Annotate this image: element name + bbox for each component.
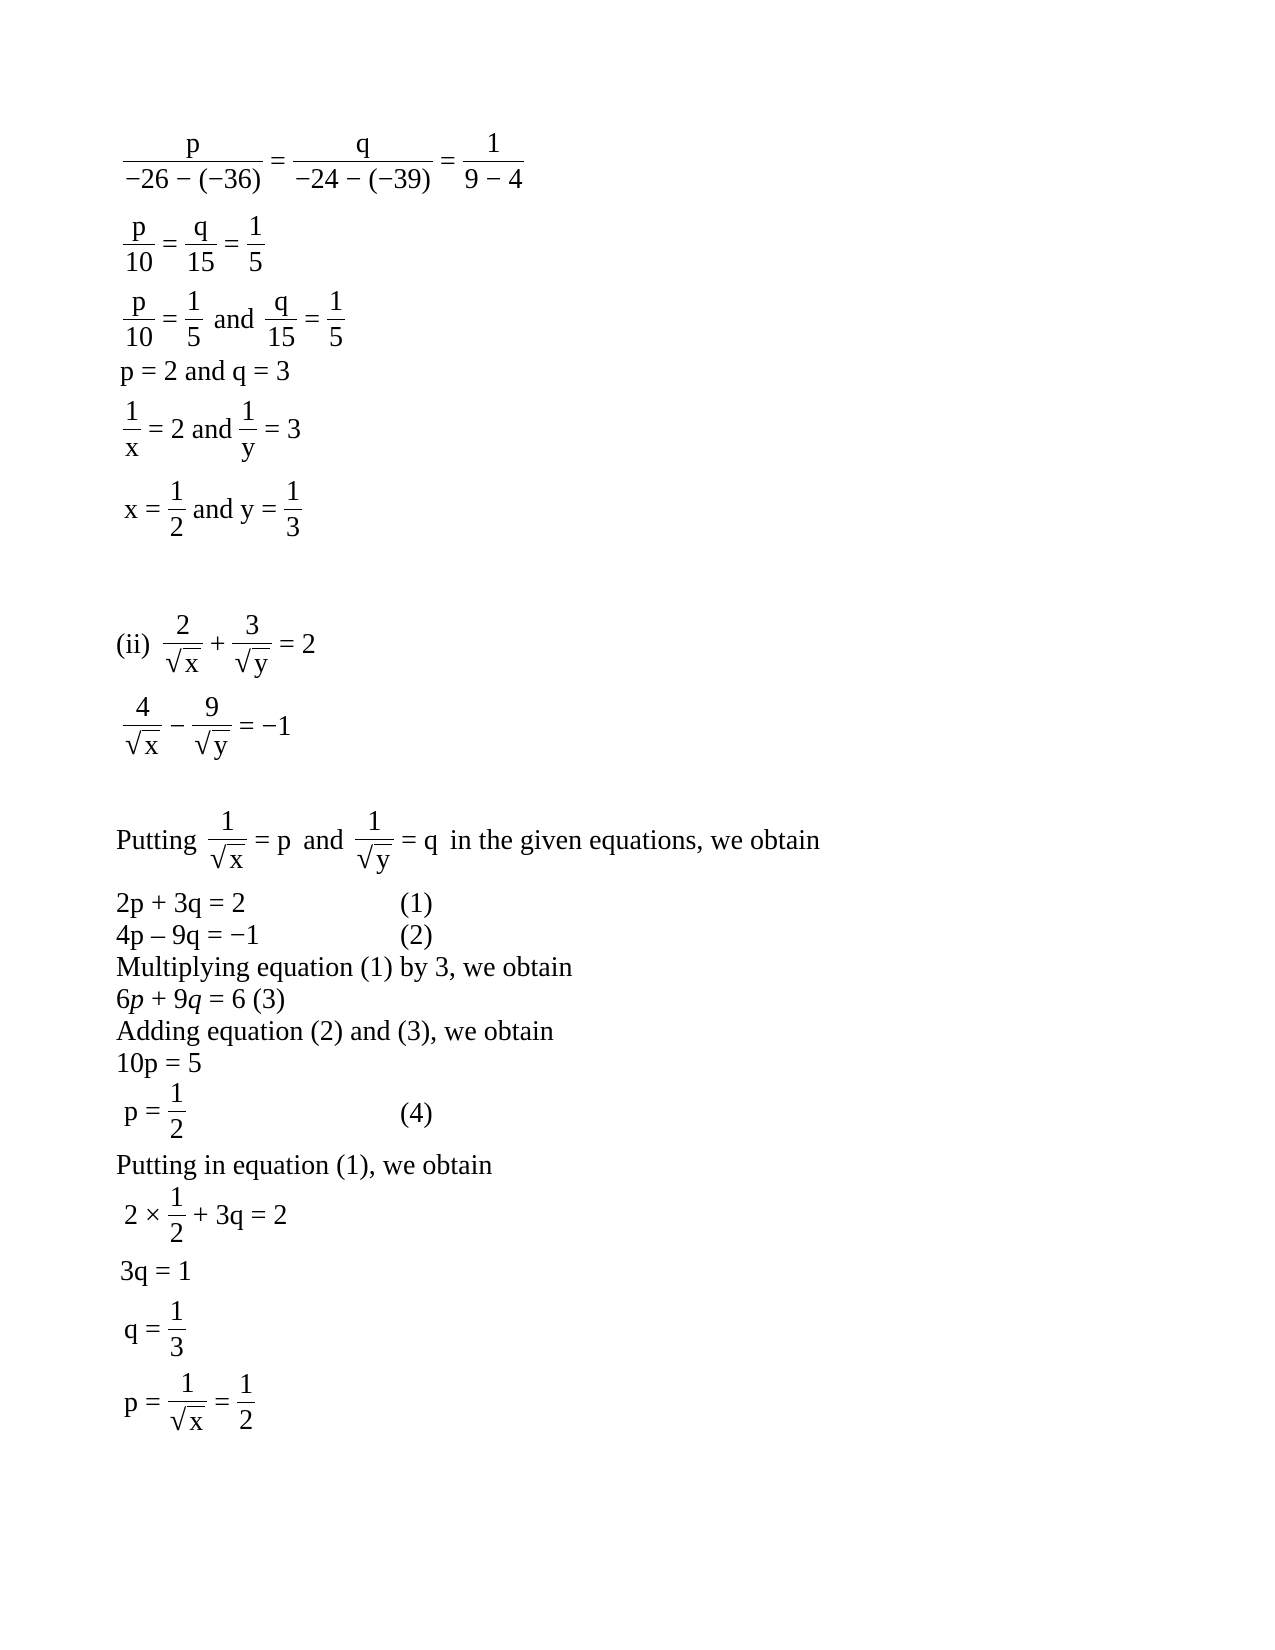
fraction: $\frac{1}{2}$ <box>169 1078 184 1145</box>
equation-line: $\frac{1}{x}$ = 2 and $\frac{1}{y}$ = 3 <box>125 396 302 463</box>
fraction: $\frac{p}{10}$ <box>125 286 153 353</box>
fraction: 9 √ y <box>192 694 231 760</box>
sqrt: √ y <box>234 646 268 679</box>
fraction: 1 √ x <box>208 808 247 874</box>
equation-line: 2 × $\frac{1}{2}$ + 3q = 2 <box>124 1182 288 1249</box>
step-text: Multiplying equation (1) by 3, we obtain <box>116 952 573 983</box>
equation-line: $\frac{p}{10}$ = $\frac{q}{15}$ = $\frac{1}{5}$ <box>125 211 263 278</box>
part-ii-equation-1: (ii) 2 √ x + 3 √ y = 2 <box>116 610 316 679</box>
fraction: $\frac{1}{3}$ <box>169 1296 184 1363</box>
fraction: $\frac{1}{x}$ <box>125 396 139 463</box>
sqrt: √ y <box>194 728 228 761</box>
part-ii-equation-2: 4 √ x − 9 √ y = −1 <box>125 692 292 761</box>
sqrt: √ x <box>169 1404 204 1437</box>
equation-2: 4p – 9q = −1 <box>116 920 260 951</box>
equation-text: 3q = 1 <box>120 1256 192 1287</box>
fraction: 1 √ y <box>355 808 394 874</box>
fraction: $\frac{q}{-24 - (-39)}$ <box>294 128 431 195</box>
fraction: $\frac{1}{2}$ <box>169 1182 184 1249</box>
fraction: $\frac{1}{5}$ <box>248 211 263 278</box>
fraction: $\frac{q}{15}$ <box>186 211 215 278</box>
fraction: $\frac{1}{3}$ <box>286 476 301 543</box>
fraction: 3 √ y <box>232 612 271 678</box>
equation-1: 2p + 3q = 2 <box>116 888 246 919</box>
equation-line: $\frac{p}{10}$ = $\frac{1}{5}$ and $\frac{q}{15}$ = $\frac{1}{5}$ <box>125 286 344 353</box>
equation-tag: (1) <box>400 888 433 919</box>
equation-text: 10p = 5 <box>116 1048 202 1079</box>
equation-ratio-line: $\frac{p}{-26 - (-36)}$ = $\frac{q}{-24 - (-39)}$ = $\frac{1}{9 - 4}$ <box>125 128 523 195</box>
sqrt: √ y <box>356 842 391 875</box>
fraction: 1 √ x <box>168 1370 207 1436</box>
fraction: $\frac{1}{5}$ <box>186 286 201 353</box>
fraction: 2 √ x <box>163 612 202 678</box>
substitution-line: Putting 1 √ x = p and 1 √ y = q in the given equations, we obtain <box>116 806 821 875</box>
part-label: (ii) <box>116 629 151 660</box>
sqrt: √ x <box>165 646 199 679</box>
equation-text: p = 2 and q = 3 <box>120 356 291 387</box>
equation-tag: (4) <box>400 1098 433 1129</box>
equation-tag: (2) <box>400 920 433 951</box>
fraction: $\frac{q}{15}$ <box>267 286 296 353</box>
fraction: $\frac{1}{9 - 4}$ <box>464 128 523 195</box>
fraction: $\frac{1}{5}$ <box>329 286 344 353</box>
fraction: 4 √ x <box>123 694 162 760</box>
fraction: $\frac{p}{10}$ <box>125 211 153 278</box>
step-text: Putting in equation (1), we obtain <box>116 1150 493 1181</box>
fraction: $\frac{1}{2}$ <box>169 476 184 543</box>
sqrt: √ x <box>209 842 244 875</box>
step-text: Adding equation (2) and (3), we obtain <box>116 1016 554 1047</box>
equation-line: p = 1 √ x = $\frac{1}{2}$ <box>124 1368 254 1437</box>
fraction: $\frac{1}{2}$ <box>239 1369 254 1436</box>
equation-3: 6p + 9q = 6 (3) <box>116 984 286 1015</box>
fraction: $\frac{p}{-26 - (-36)}$ <box>125 128 262 195</box>
sqrt: √ x <box>125 728 159 761</box>
fraction: $\frac{1}{y}$ <box>241 396 256 463</box>
equation-line: q = $\frac{1}{3}$ <box>124 1296 184 1363</box>
equation-line: x = $\frac{1}{2}$ and y = $\frac{1}{3}$ <box>124 476 301 543</box>
equation-line: p = $\frac{1}{2}$ <box>124 1078 184 1145</box>
